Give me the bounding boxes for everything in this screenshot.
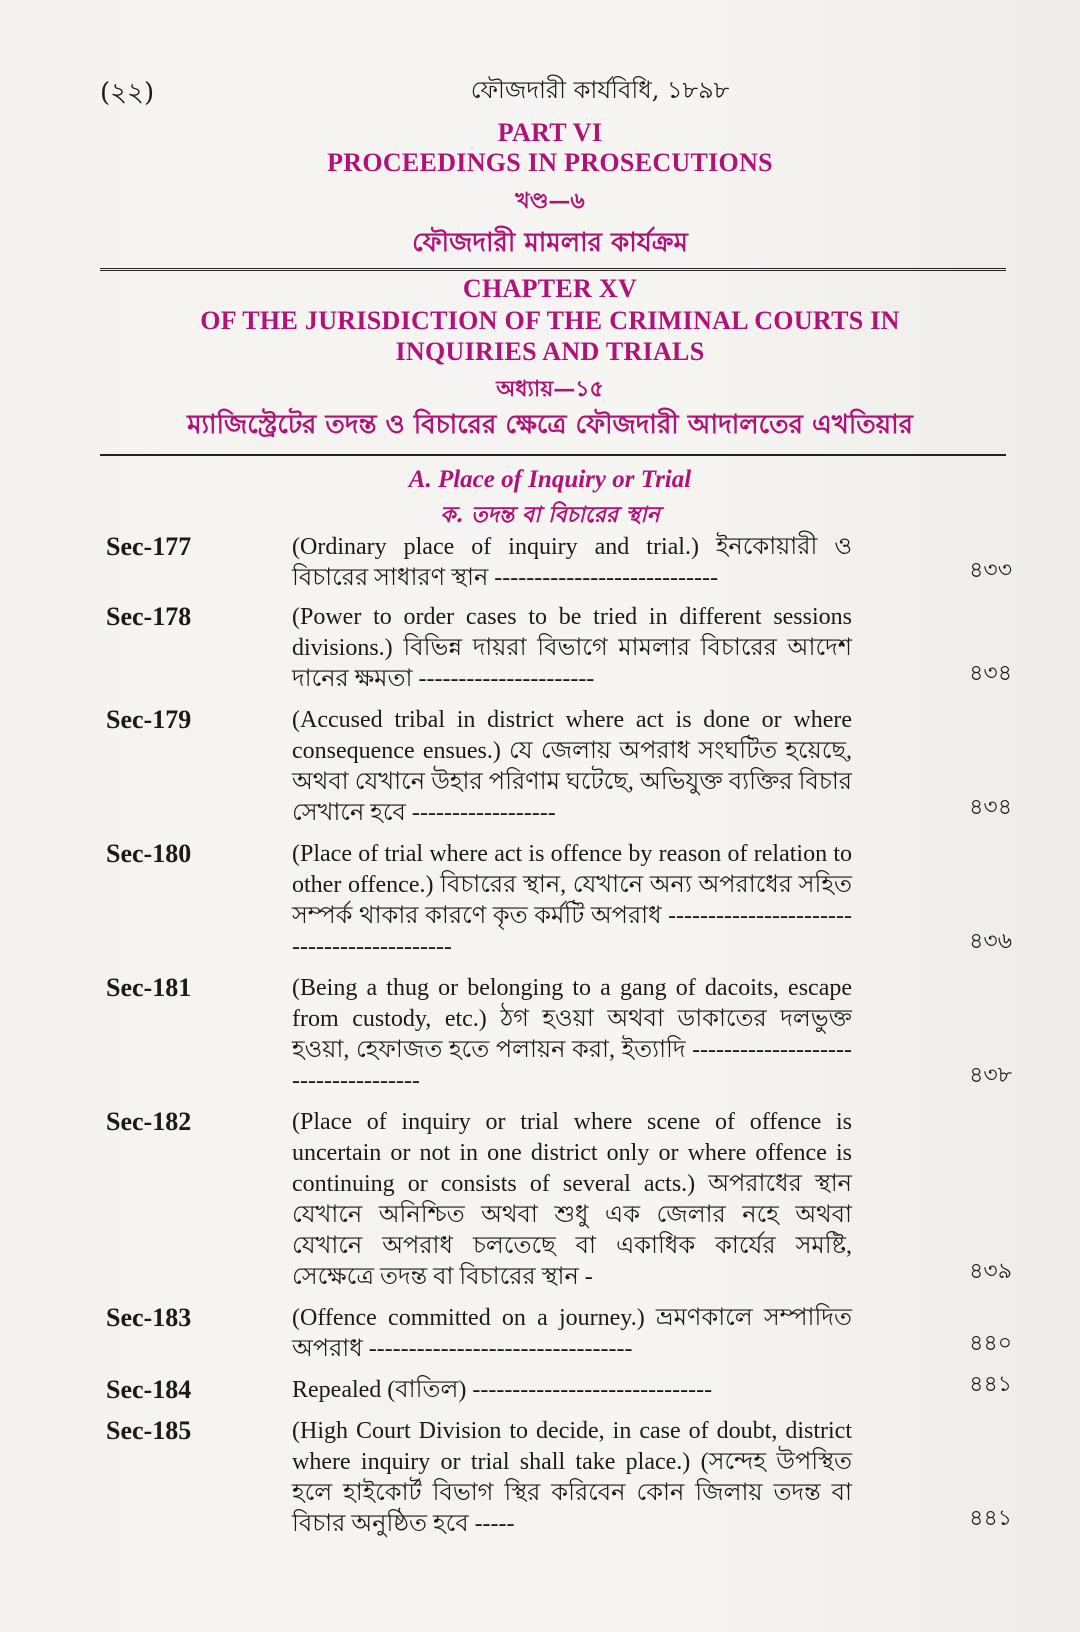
section-description: (Place of inquiry or trial where scene of offence is uncertain or not in one district only or where offence is continuing or consists of several acts.) অপরাধের স্থান যেখানে অনিশ্চিত অথবা শুধু এক জেলার নহে অথবা যেখানে অপরাধ চলতেছে বা একাধিক কার্যের সমষ্টি, সেক্ষেত্রে তদন্ত বা বিচারের স্থান - [292,1109,852,1290]
toc-entry [100,705,1012,829]
toc-entry [100,532,1012,592]
section-description: (High Court Division to decide, in case of doubt, district where inquiry or trial shall take place.) (সন্দেহ উপস্থিত হলে হাইকোর্ট বিভাগ স্থির করিবেন কোন জিলায় তদন্ত বা বিচার অনুষ্ঠিত হবে ----- [292,1418,852,1537]
toc-entry [100,602,1012,695]
page-ref: ৪৪১ [969,1506,1012,1531]
chapter-bn-title: অধ্যায়—১৫ [496,376,604,402]
part-bn-subtitle: ফৌজদারী মামলার কার্যক্রম [412,228,688,258]
section-number: Sec-178 [106,602,192,631]
part-bn-title: খণ্ড—৬ [515,188,585,214]
chapter-subtitle-line2: INQUIRIES AND TRIALS [395,337,705,366]
page-header [100,72,1000,112]
section-description: (Accused tribal in district where act is done or where consequence ensues.) যে জেলায় অপরাধ সংঘটিত হয়েছে, অথবা যেখানে উহার পরিণাম ঘটেছে, অভিযুক্ত ব্যক্তির বিচার সেখানে হবে ------------------ [292,707,852,826]
toc-entry [100,1372,1012,1406]
page-ref: ৪৩৪ [969,661,1012,686]
chapter-bn-subtitle: ম্যাজিস্ট্রেটের তদন্ত ও বিচারের ক্ষেত্রে ফৌজদারী আদালতের এখতিয়ার [187,410,913,440]
toc-entry [100,1303,1012,1365]
running-title: ফৌজদারী কার্যবিধি, ১৮৯৮ [470,76,730,104]
section-description: (Being a thug or belonging to a gang of dacoits, escape from custody, etc.) ঠগ হওয়া অথবা ডাকাতের দলভুক্ত হওয়া, হেফাজত হতে পলায়ন করা, ইত্যাদি ------------------------------------ [292,975,852,1094]
section-number: Sec-181 [106,973,192,1002]
section-number: Sec-180 [106,839,192,868]
page-ref: ৪৩৯ [969,1259,1012,1284]
section-number: Sec-179 [106,705,192,734]
divider-chapter [100,454,1006,456]
section-description: (Power to order cases to be tried in different sessions divisions.) বিভিন্ন দায়রা বিভাগে মামলার বিচারের আদেশ দানের ক্ষমতা ---------------------- [292,604,852,692]
part-subtitle: PROCEEDINGS IN PROSECUTIONS [327,148,773,177]
section-description: Repealed (বাতিল) ------------------------------ [292,1377,713,1403]
page-ref: ৪৩৬ [969,929,1012,954]
toc-entries [100,532,1012,1550]
section-description: (Place of trial where act is offence by reason of relation to other offence.) বিচারের স্থান, যেখানে অন্য অপরাধের সহিত সম্পর্ক থাকার কারণে কৃত কর্মটি অপরাধ ------------------------------------------- [292,841,852,960]
page-ref: ৪৩৩ [969,558,1012,583]
section-description: (Ordinary place of inquiry and trial.) ইনকোয়ারী ও বিচারের সাধারণ স্থান ---------------------------- [292,534,852,591]
page-number: (২২) [100,78,155,108]
toc-entry [100,839,1012,963]
chapter-title: CHAPTER XV [462,274,638,303]
section-number: Sec-185 [106,1416,192,1445]
section-number: Sec-184 [106,1375,192,1404]
page-ref: ৪৪১ [969,1372,1012,1397]
toc-entry [100,973,1012,1097]
page-ref: ৪৩৪ [969,795,1012,820]
part-title: PART VI [497,118,603,147]
page-ref: ৪৩৮ [969,1063,1012,1088]
section-description: (Offence committed on a journey.) ভ্রমণকালে সম্পাদিত অপরাধ --------------------------------- [292,1305,852,1362]
subsection-title: A. Place of Inquiry or Trial [408,466,692,493]
section-number: Sec-183 [106,1303,192,1332]
toc-entry [100,1107,1012,1293]
toc-entry [100,1416,1012,1540]
section-number: Sec-177 [106,532,192,561]
section-number: Sec-182 [106,1107,192,1136]
page-ref: ৪৪০ [969,1331,1012,1356]
subsection-bn-title: ক. তদন্ত বা বিচারের স্থান [440,502,660,528]
chapter-subtitle-line1: OF THE JURISDICTION OF THE CRIMINAL COURTS IN [200,306,900,335]
